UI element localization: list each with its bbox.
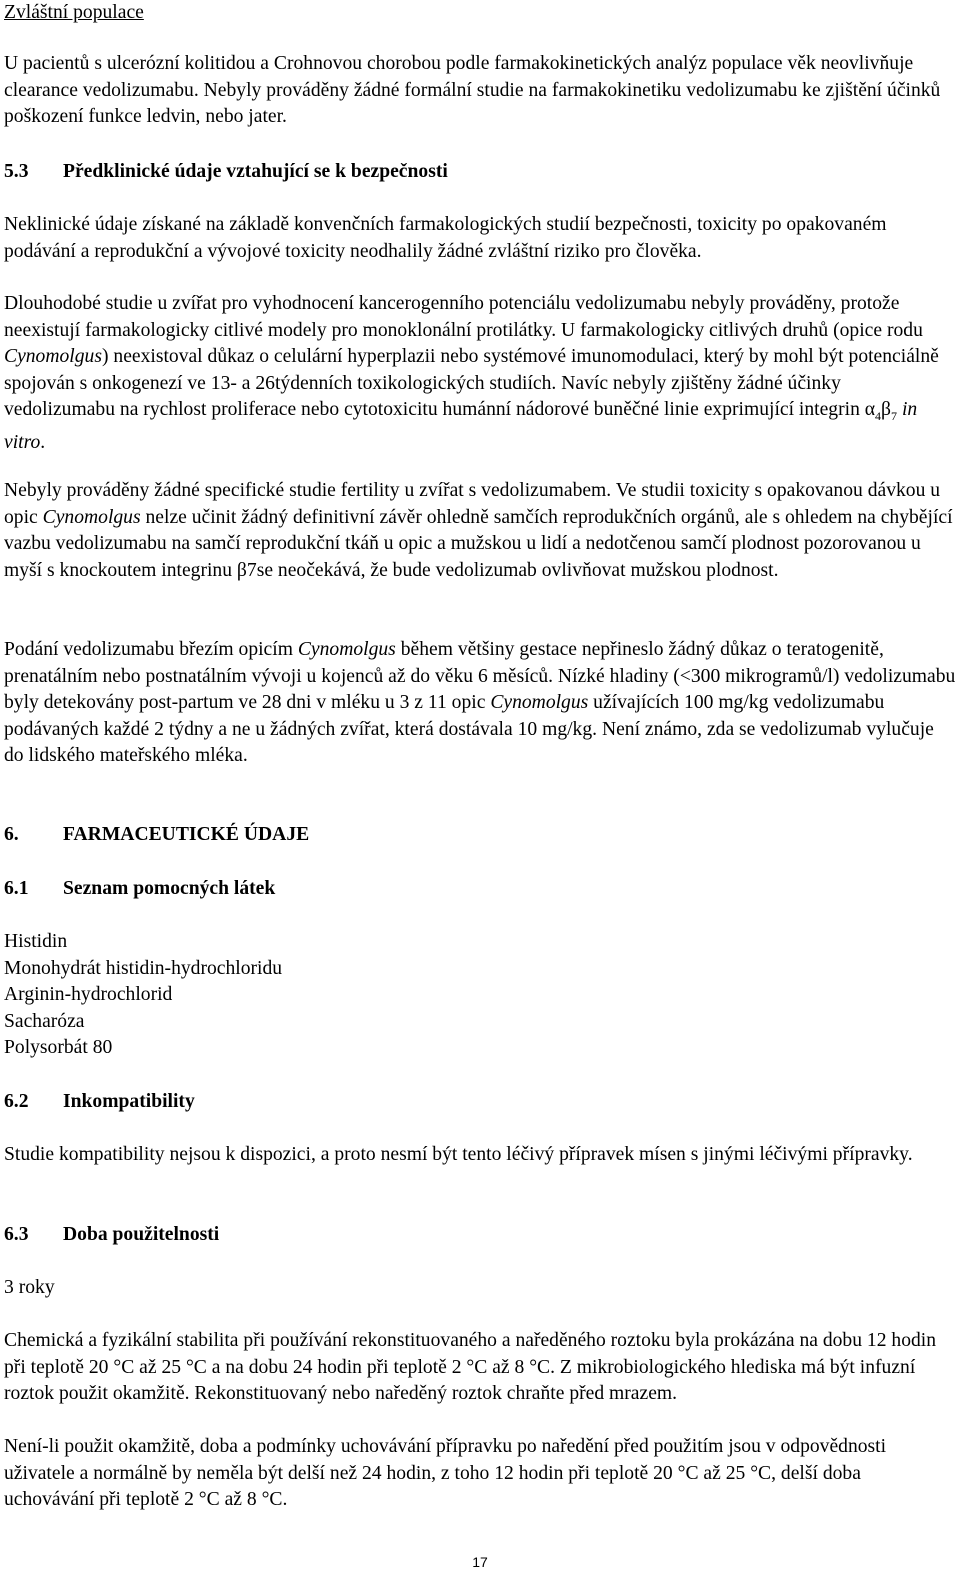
section-title: Předklinické údaje vztahující se k bezpečnosti [63, 161, 448, 182]
section-6-1-heading [4, 876, 956, 903]
section-6-3-heading [4, 1222, 956, 1249]
excipients-list [4, 929, 956, 1062]
list-item: Monohydrát histidin-hydrochloridu [4, 957, 283, 979]
subscript: 7 [891, 409, 898, 424]
shelf-life-value: 3 roky [4, 1277, 55, 1298]
section-number: 5.3 [4, 161, 29, 182]
page-number: 17 [472, 1554, 488, 1570]
special-population-text: U pacientů s ulcerózní kolitidou a Crohnovou chorobou podle farmakokinetických analýz populace věk neovlivňuje clearance vedolizumabu. Nebyly prováděny žádné formální studie na farmakokinetiku vedolizumabu ke zjištění účinků poškození funkce ledvin, nebo jater. [4, 53, 941, 128]
species-name: Cynomolgus [4, 346, 102, 368]
s62-text: Studie kompatibility nejsou k dispozici, a proto nesmí být tento léčivý přípravek mísen s jinými léčivými přípravky. [4, 1144, 913, 1165]
special-population-heading: Zvláštní populace [4, 2, 144, 23]
s63-paragraph-1: Chemická a fyzikální stabilita při používání rekonstituovaného a naředěného roztoku byla prokázána na dobu 12 hodin při teplotě 20 °C až 25 °C a na dobu 24 hodin při teplotě 2 °C až 8 °C. Z mikrobiologického hlediska má být infuzní roztok použit okamžitě. Rekonstituovaný nebo naředěný roztok chraňte před mrazem. [4, 1330, 937, 1405]
section-title: Seznam pomocných látek [63, 878, 276, 899]
list-item: Sacharóza [4, 1010, 85, 1032]
text-run: užívajících 100 mg/kg vedolizumabu podávaných každé 2 týdny a ne u žádných zvířat, která dostávala 10 mg/kg. Není známo, zda se vedolizumab vylučuje do lidského mateřského mléka. [4, 692, 934, 767]
section-number: 6.3 [4, 1224, 29, 1245]
text-run: Nebyly prováděny žádné specifické studie fertility u zvířat s vedolizumabem. Ve studii toxicity s opakovanou dávkou u opic [4, 480, 941, 528]
list-item: Histidin [4, 931, 68, 952]
section-title: FARMACEUTICKÉ ÚDAJE [63, 824, 310, 845]
s63-paragraph-2: Není-li použit okamžitě, doba a podmínky uchovávání přípravku po naředění před použitím jsou v odpovědnosti uživatele a normálně by neměla být delší než 24 hodin, z toho 12 hodin při teplotě 20 °C až 25 °C, delší doba uchovávání při teplotě 2 °C až 8 °C. [4, 1436, 887, 1511]
text-run: β [881, 399, 892, 421]
section-5-3-heading [4, 159, 956, 186]
species-name: Cynomolgus [297, 639, 396, 660]
s53-paragraph-1: Neklinické údaje získané na základě konvenčních farmakologických studií bezpečnosti, toxicity po opakovaném podávání a reprodukční a vývojové toxicity neodhalily žádné zvláštní riziko pro člověka. [4, 214, 887, 262]
text-run: Dlouhodobé studie u zvířat pro vyhodnocení kancerogenního potenciálu vedolizumabu nebyly prováděny, protože neexistují farmakologicky citlivé modely pro monoklonální protilátky. U farmakologicky citlivých druhů (opice rodu [4, 293, 923, 341]
species-name: Cynomolgus [42, 506, 141, 528]
species-name: Cynomolgus [490, 692, 589, 714]
section-6-2-heading [4, 1089, 956, 1116]
s53-paragraph-4 [4, 637, 956, 770]
text-run: Podání vedolizumabu březím opicím [4, 639, 298, 660]
subscript: 4 [875, 409, 882, 424]
s53-paragraph-2 [4, 291, 956, 456]
text-run: nelze učinit žádný definitivní závěr ohledně samčích reprodukčních orgánů, ale s ohledem na chybějící vazbu vedolizumabu na samčí reprodukční tkáň u opic a mužskou u lidí a nedotčenou samčí plodnost pozorovanou u myší s knockoutem integrinu β7se neočekává, že bude vedolizumab ovlivňovat mužskou plodnost. [4, 506, 953, 581]
section-title: Doba použitelnosti [63, 1224, 220, 1245]
text-run: během většiny gestace nepřineslo žádný důkaz o teratogenitě, prenatálním nebo postnatálním vývoji u kojenců až do věku 6 měsíců. Nízké hladiny (<300 mikrogramů/l) vedolizumabu byly detekovány post-partum ve 28 dni v mléku u 3 z 11 opic [4, 639, 956, 714]
section-number: 6.1 [4, 878, 29, 899]
s53-paragraph-3 [4, 478, 956, 584]
text-run: . [40, 431, 46, 453]
section-title: Inkompatibility [63, 1091, 195, 1112]
section-6-heading [4, 822, 956, 849]
section-number: 6. [4, 824, 19, 845]
section-number: 6.2 [4, 1091, 29, 1112]
text-run: ) neexistoval důkaz o celulární hyperplazii nebo systémové imunomodulaci, který by mohl být potenciálně spojován s onkogenezí ve 13- a 26týdenních toxikologických studiích. Navíc nebyly zjištěny žádné účinky vedolizumabu na rychlost proliferace nebo cytotoxicitu humánní nádorové buněčné linie exprimující integrin α [4, 346, 939, 421]
list-item: Polysorbát 80 [4, 1037, 113, 1059]
in-vitro-text: in vitro [4, 399, 918, 453]
list-item: Arginin-hydrochlorid [4, 984, 173, 1006]
